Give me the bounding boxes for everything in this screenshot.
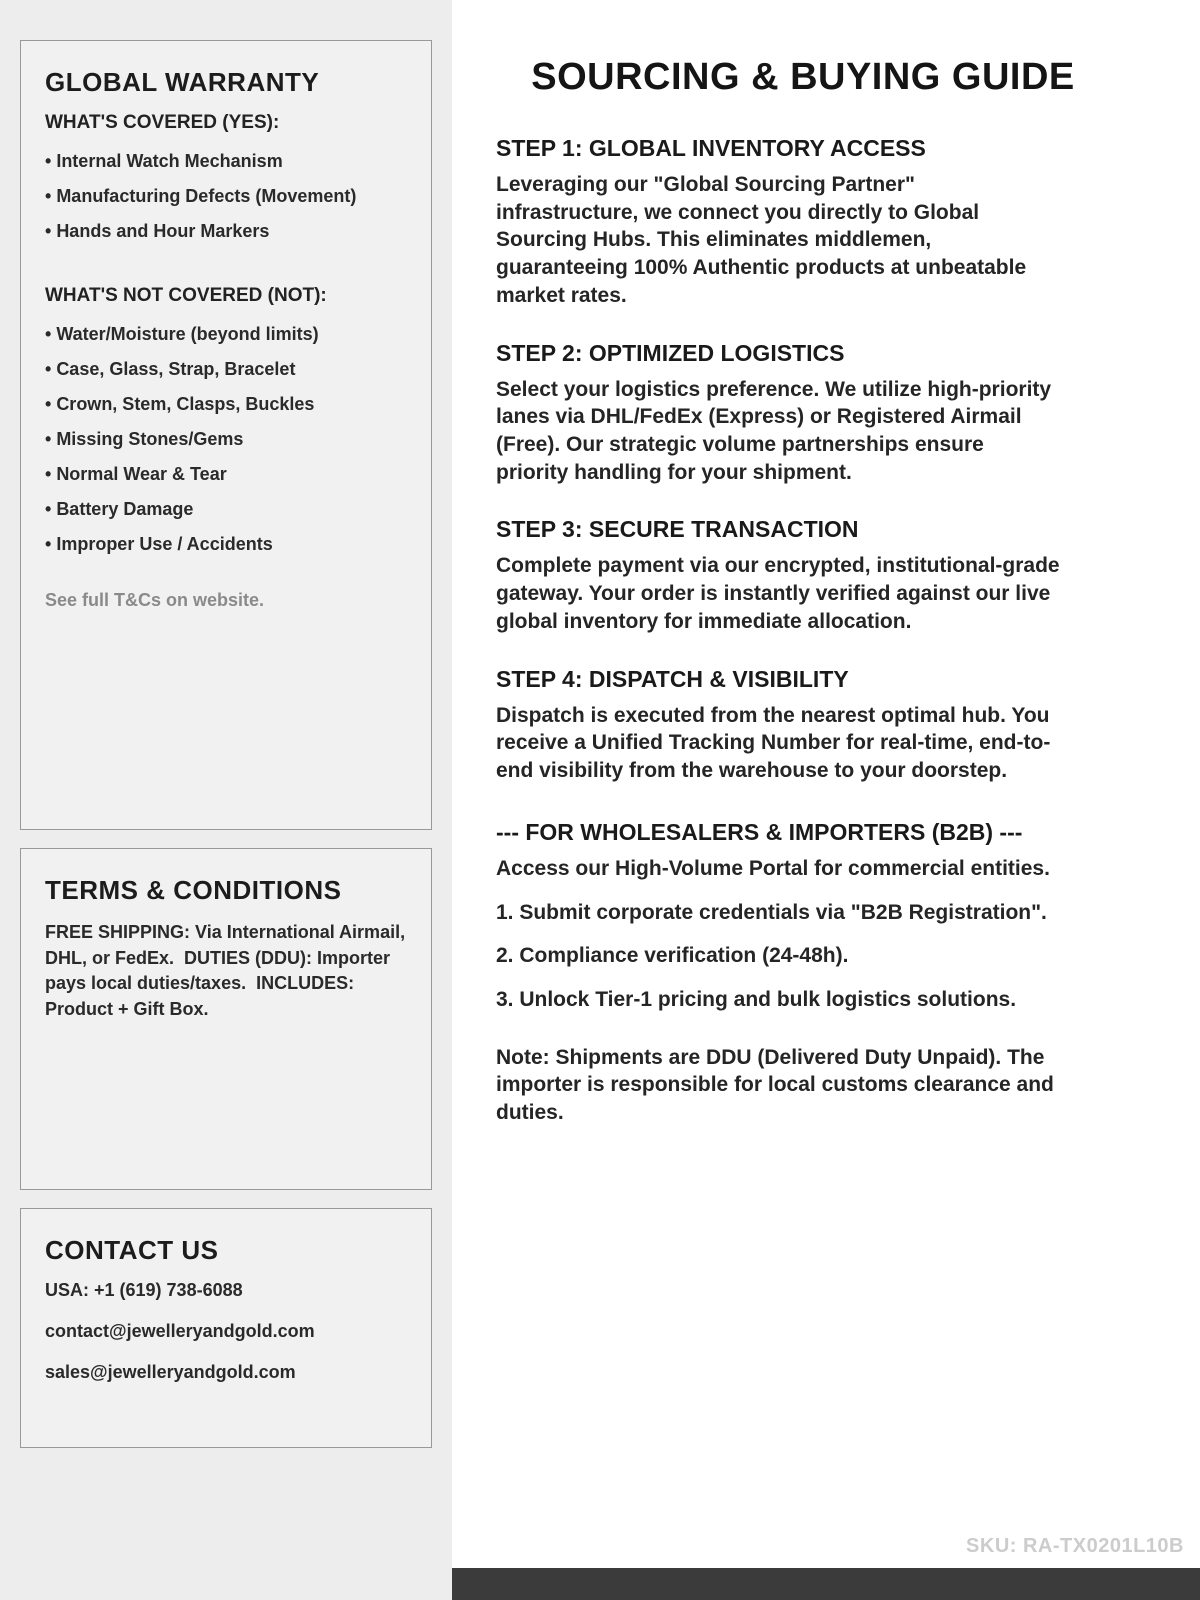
warranty-title: GLOBAL WARRANTY — [45, 67, 320, 97]
b2b-step-1: 1. Submit corporate credentials via "B2B Registration". — [496, 900, 1047, 924]
main-content — [452, 0, 1200, 1600]
list-item: • Crown, Stem, Clasps, Buckles — [45, 387, 407, 422]
b2b-intro: Access our High-Volume Portal for commercial entities. — [496, 856, 1050, 880]
b2b-ddu-note: Note: Shipments are DDU (Delivered Duty Unpaid). The importer is responsible for local customs clearance and duties. — [496, 1045, 1054, 1125]
b2b-step-2: 2. Compliance verification (24-48h). — [496, 944, 849, 968]
b2b-heading: --- FOR WHOLESALERS & IMPORTERS (B2B) --- — [496, 818, 1023, 845]
list-item: • Improper Use / Accidents — [45, 527, 407, 562]
step-3-body: Complete payment via our encrypted, institutional-grade gateway. Your order is instantly verified against our live global inventory for immediate allocation. — [496, 554, 1060, 633]
contact-panel — [20, 1208, 432, 1448]
sku-label: SKU: RA-TX0201L10B — [966, 1535, 1184, 1557]
step-2-section — [496, 340, 1060, 487]
covered-heading: WHAT'S COVERED (YES): — [45, 112, 280, 133]
step-4-body: Dispatch is executed from the nearest optimal hub. You receive a Unified Tracking Number for real-time, end-to-end visibility from the warehouse to your doorstep. — [496, 703, 1051, 783]
b2b-step-3: 3. Unlock Tier-1 pricing and bulk logistics solutions. — [496, 987, 1017, 1011]
sales-email: sales@jewelleryandgold.com — [45, 1362, 296, 1382]
not-covered-heading: WHAT'S NOT COVERED (NOT): — [45, 285, 327, 307]
warranty-panel — [20, 40, 432, 830]
contact-email: contact@jewelleryandgold.com — [45, 1321, 315, 1341]
step-4-section — [496, 666, 1060, 785]
list-item: • Internal Watch Mechanism — [45, 144, 407, 179]
list-item: • Battery Damage — [45, 492, 407, 527]
b2b-section — [496, 819, 1060, 1127]
terms-body: FREE SHIPPING: Via International Airmail, DHL, or FedEx. DUTIES (DDU): Importer pays local duties/taxes. INCLUDES: Product + Gift Box. — [45, 922, 411, 1019]
terms-title: TERMS & CONDITIONS — [45, 875, 342, 905]
list-item: • Water/Moisture (beyond limits) — [45, 317, 407, 352]
contact-phone: USA: +1 (619) 738-6088 — [45, 1280, 243, 1300]
list-item: • Hands and Hour Markers — [45, 214, 407, 249]
footer-bar — [452, 1568, 1200, 1600]
step-1-body: Leveraging our "Global Sourcing Partner" infrastructure, we connect you directly to Global Sourcing Hubs. This eliminates middlemen, guaranteeing 100% Authentic products at unbeatable market rates. — [496, 173, 1027, 307]
step-2-heading: STEP 2: OPTIMIZED LOGISTICS — [496, 339, 845, 366]
terms-panel — [20, 848, 432, 1190]
covered-list — [45, 144, 407, 249]
step-2-body: Select your logistics preference. We utilize high-priority lanes via DHL/FedEx (Express) or Registered Airmail (Free). Our strategic volume partnerships ensure priority handling for your shipment. — [496, 377, 1052, 484]
step-4-heading: STEP 4: DISPATCH & VISIBILITY — [496, 665, 849, 692]
sidebar — [0, 0, 452, 1600]
list-item: • Case, Glass, Strap, Bracelet — [45, 352, 407, 387]
step-3-section — [496, 516, 1060, 635]
step-3-heading: STEP 3: SECURE TRANSACTION — [496, 516, 859, 543]
warranty-footnote: See full T&Cs on website. — [45, 590, 265, 611]
list-item: • Missing Stones/Gems — [45, 422, 407, 457]
list-item: • Manufacturing Defects (Movement) — [45, 179, 407, 214]
step-1-section — [496, 135, 1060, 310]
list-item: • Normal Wear & Tear — [45, 457, 407, 492]
step-1-heading: STEP 1: GLOBAL INVENTORY ACCESS — [496, 135, 926, 161]
page-title: SOURCING & BUYING GUIDE — [531, 56, 1075, 98]
contact-title: CONTACT US — [45, 1235, 219, 1265]
not-covered-list — [45, 317, 407, 562]
